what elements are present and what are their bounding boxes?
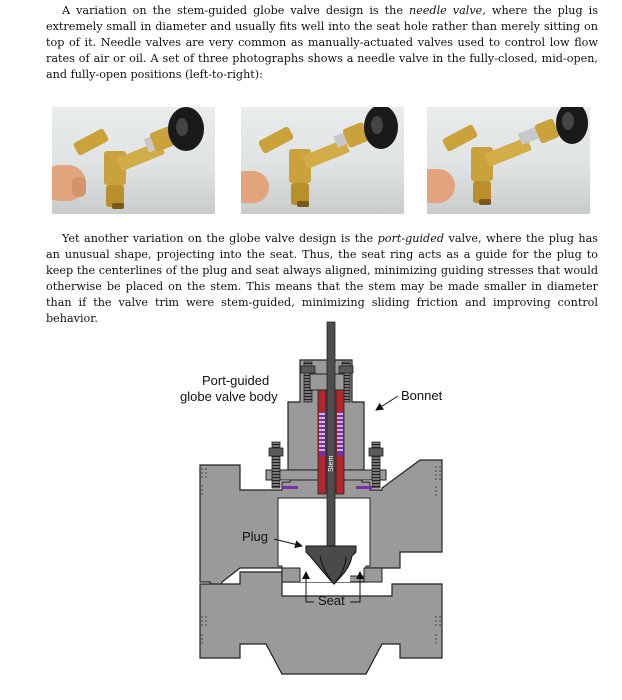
term-port-guided: port-guided: [377, 232, 444, 245]
needle-valve-photo-mid-open: [241, 107, 404, 214]
gasket-right: [356, 486, 372, 489]
label-bonnet: Bonnet: [401, 388, 443, 403]
stem-label: Stem: [328, 455, 335, 472]
label-valve-body-line2: globe valve body: [180, 389, 278, 404]
packing-spring-right: [337, 412, 343, 456]
valve-stem: [327, 322, 335, 548]
term-needle-valve: needle valve: [408, 4, 483, 17]
seat-ring-right: [364, 568, 382, 582]
bonnet-arrow: [376, 396, 398, 410]
packing-spring-left: [319, 412, 325, 456]
seat-ring-left: [282, 568, 300, 582]
label-plug: Plug: [242, 529, 269, 544]
valve-body-bottom: [200, 572, 442, 674]
needle-valve-photo-fully-closed: [52, 107, 215, 214]
paragraph-port-guided: Yet another variation on the globe valve design is the port-guided valve, where the plug has an unusual shape, projecting into the seat. Thus, the seat ring acts as a guide for the plug to keep the centerlines of the plug and seat always aligned, minimizing guiding stresses that would otherwise be placed on the stem. This means that the stem may be made smaller in diameter than if the valve trim were stem-guided, minimizing sliding friction and improving control behavior.: [46, 232, 598, 325]
label-valve-body-line1: Port-guided: [202, 373, 270, 388]
gasket-left: [282, 486, 298, 489]
paragraph-needle-valve: A variation on the stem-guided globe valve design is the needle valve, where the plug is extremely small in diameter and usually fits well into the seat hole rather than merely sitting on top of it. Needle valves are very common as manually-actuated valves used to control low flow rates of air or oil. A set of three photographs shows a needle valve in the fully-closed, mid-open, and fully-open positions (left-to-right):: [46, 4, 598, 81]
label-seat: Seat: [318, 593, 345, 608]
needle-valve-photo-fully-open: [427, 107, 590, 214]
port-guided-valve-diagram: [170, 320, 470, 692]
